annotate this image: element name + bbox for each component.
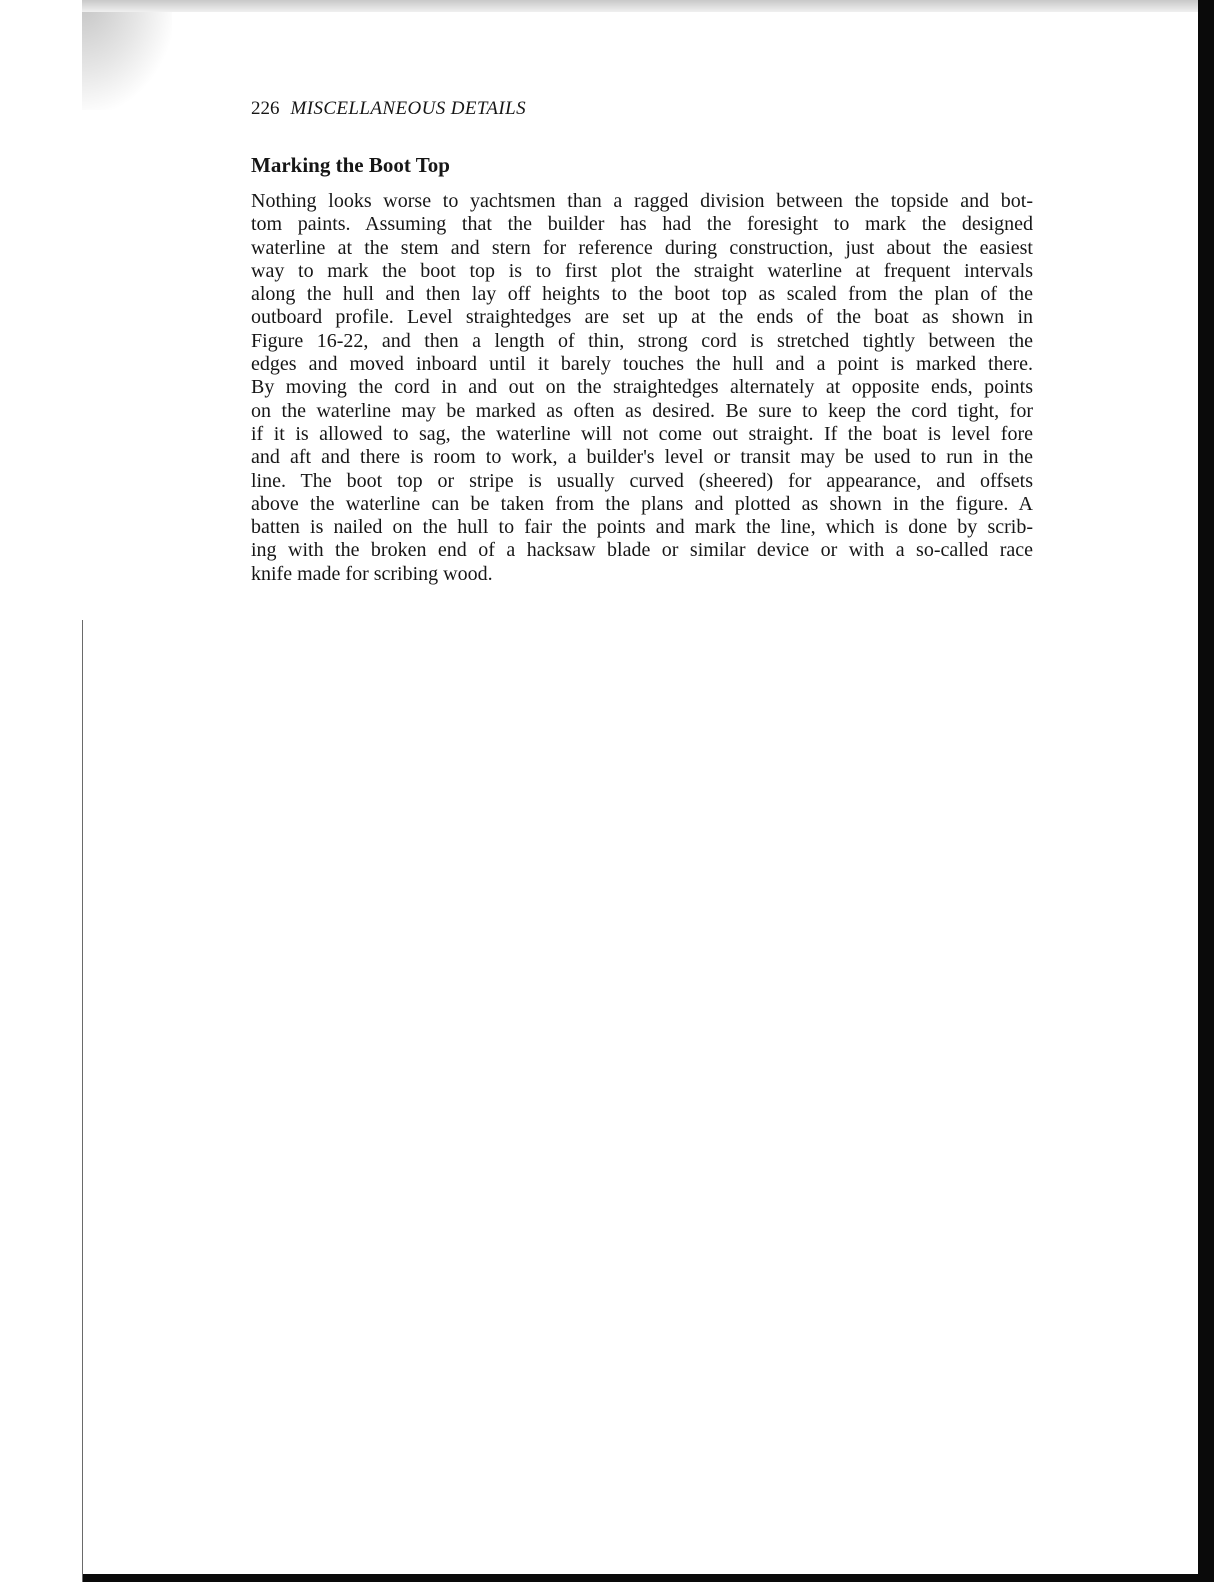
paragraph-line: edges and moved inboard until it barely touches the hull and a point is marked there. xyxy=(251,353,1033,376)
paragraph-line: waterline at the stem and stern for reference during construction, just about the easiest xyxy=(251,236,1033,259)
scan-shadow xyxy=(82,0,172,110)
scan-left-margin-line xyxy=(82,620,83,1582)
scan-right-border xyxy=(1198,0,1214,1582)
paragraph-line: ing with the broken end of a hacksaw blade or similar device or with a so-called race xyxy=(251,539,1033,562)
paragraph-line: on the waterline may be marked as often as desired. Be sure to keep the cord tight, for xyxy=(251,399,1033,422)
paragraph-line: if it is allowed to sag, the waterline will not come out straight. If the boat is level fore xyxy=(251,422,1033,445)
running-head xyxy=(251,98,526,120)
section-title: MISCELLANEOUS DETAILS xyxy=(290,98,527,119)
section-heading: Marking the Boot Top xyxy=(251,153,450,177)
paragraph-line: line. The boot top or stripe is usually curved (sheered) for appearance, and offsets xyxy=(251,469,1033,492)
scan-top-edge xyxy=(82,0,1198,12)
paragraph-line: By moving the cord in and out on the straightedges alternately at opposite ends, points xyxy=(251,376,1033,399)
paragraph-line: tom paints. Assuming that the builder has had the foresight to mark the designed xyxy=(251,213,1033,236)
paragraph-line: above the waterline can be taken from the plans and plotted as shown in the figure. A xyxy=(251,492,1033,515)
paragraph-line: knife made for scribing wood. xyxy=(251,562,493,585)
paragraph-line: and aft and there is room to work, a builder's level or transit may be used to run in the xyxy=(251,446,1033,469)
page-number: 226 xyxy=(251,98,280,119)
body-paragraph xyxy=(251,190,1033,586)
paragraph-line: Nothing looks worse to yachtsmen than a ragged division between the topside and bot- xyxy=(251,190,1033,212)
paragraph-line: along the hull and then lay off heights to the boot top as scaled from the plan of the xyxy=(251,283,1033,306)
paragraph-line: Figure 16-22, and then a length of thin, strong cord is stretched tightly between the xyxy=(251,329,1033,352)
paragraph-line: batten is nailed on the hull to fair the points and mark the line, which is done by scrib- xyxy=(251,516,1033,539)
paragraph-line: outboard profile. Level straightedges are set up at the ends of the boat as shown in xyxy=(251,306,1033,329)
paragraph-line: way to mark the boot top is to first plot the straight waterline at frequent intervals xyxy=(251,259,1033,282)
scan-bottom-border xyxy=(82,1574,1214,1582)
